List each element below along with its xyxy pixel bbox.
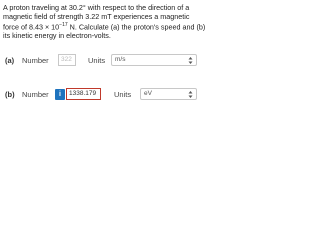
question-panel [0,0,206,120]
select-arrows-icon [188,56,193,65]
units-select-a-value: m/s [115,56,126,63]
units-select-a[interactable] [111,54,197,66]
answer-input-a[interactable]: 322 [58,54,76,66]
answer-input-b[interactable]: 1338.179 [66,88,101,100]
select-arrows-icon [188,90,193,99]
problem-line-1: A proton traveling at 30.2° with respect to the direction of a [3,3,190,12]
info-icon[interactable]: i [55,89,65,100]
part-a-label: (a) [5,56,15,65]
answer-row-b [0,88,200,102]
units-select-b-value: eV [144,90,152,97]
part-b-label: (b) [5,90,15,99]
exponent: −17 [59,22,68,28]
problem-line-3-start: force of 8.43 × 10 [3,22,60,32]
problem-line-3-end: N. Calculate (a) the proton's speed and (b) [67,22,206,32]
number-label-b: Number [22,90,49,99]
problem-line-3 [3,21,206,32]
number-label-a: Number [22,56,49,65]
problem-statement [3,3,206,41]
problem-line-4: its kinetic energy in electron-volts. [3,31,111,41]
answer-row-a [0,54,200,68]
units-label-b: Units [114,90,132,99]
units-select-b[interactable] [140,88,197,100]
problem-line-2: magnetic field of strength 3.22 mT experiences a magnetic [3,12,190,21]
units-label-a: Units [88,56,106,65]
